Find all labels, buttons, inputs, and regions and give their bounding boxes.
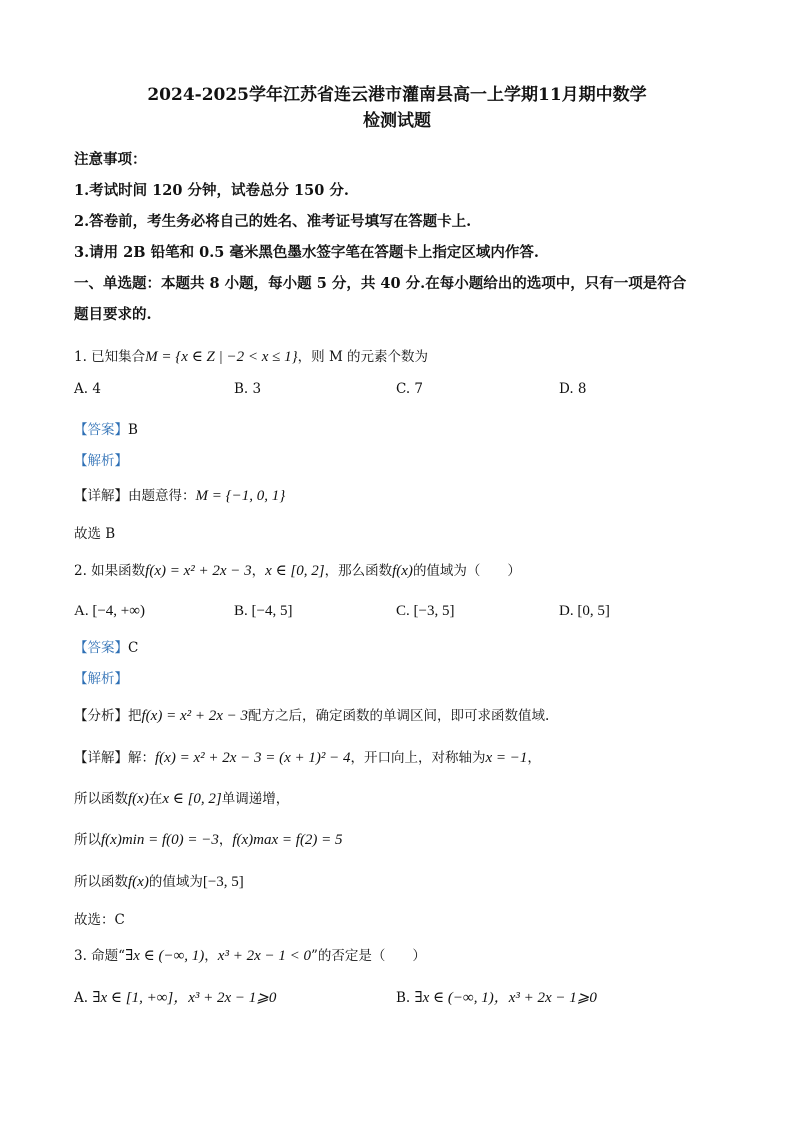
q1-suffix: ，则 M 的元素个数为 [297, 349, 429, 365]
q2-analysis-tag: 【解析】 [74, 671, 128, 687]
q2-mid2: ，那么函数 [324, 563, 393, 579]
q2-line-c-mid: 的值域为 [148, 874, 203, 890]
q3-option-b [396, 988, 597, 1008]
q2-line-a-domain: x ∈ [0, 2] [162, 791, 222, 807]
notice-item-2: 2.答卷前，考生务必将自己的姓名、准考证号填写在答题卡上. [74, 213, 472, 230]
q3-stem [74, 946, 426, 966]
q2-option-d: D. [0, 5] [559, 603, 610, 619]
q3-quantifier-math: ∃x ∈ (−∞, 1) [125, 948, 205, 964]
q2-line-a-post: 单调递增， [221, 791, 290, 807]
q1-option-d: D. 8 [559, 381, 587, 397]
notice-item-3: 3.请用 2B 铅笔和 0.5 毫米黑色墨水签字笔在答题卡上指定区域内作答. [74, 244, 539, 261]
q2-line-a-pre: 所以函数 [74, 791, 128, 807]
q2-line-monotonic [74, 789, 289, 809]
q2-detail-tag: 【详解】 [74, 750, 128, 766]
q1-detail [74, 486, 285, 506]
q2-answer-tag: 【答案】 [74, 640, 128, 656]
q1-option-a: A. 4 [74, 381, 101, 397]
q2-line-range [74, 872, 244, 892]
q2-detail [74, 748, 541, 768]
q2-line-c-pre: 所以函数 [74, 874, 128, 890]
title-line-1: 2024-2025学年江苏省连云港市灌南县高一上学期11月期中数学 [147, 85, 647, 105]
q1-option-c: C. 7 [396, 381, 424, 397]
q2-fenxi-pre: 把 [128, 708, 142, 724]
q1-stem [74, 347, 428, 367]
q3-suffix: ”的否定是（ ） [310, 948, 426, 964]
title-line-2: 检测试题 [363, 111, 431, 131]
section-heading-line-1: 一、单选题：本题共 8 小题，每小题 5 分，共 40 分.在每小题给出的选项中，只有一项是符合 [74, 275, 687, 292]
q3-sep: ， [204, 948, 218, 964]
q2-option-c: C. [−3, 5] [396, 603, 455, 619]
q1-prefix: 1. 已知集合 [74, 349, 146, 365]
q1-answer-value: B [128, 422, 138, 438]
q2-line-a-fx: f(x) [128, 791, 149, 807]
q2-line-b-pre: 所以 [74, 832, 101, 848]
q2-fx-math: f(x) [392, 563, 413, 579]
q2-range-math: [−3, 5] [202, 874, 244, 890]
q3-option-b-math: ∃x ∈ (−∞, 1)，x³ + 2x − 1⩾0 [414, 990, 597, 1006]
q1-answer-tag: 【答案】 [74, 422, 128, 438]
q1-conclusion: 故选 B [74, 526, 116, 542]
q2-fenxi-math: f(x) = x² + 2x − 3 [141, 708, 248, 724]
q2-line-b-mid: ， [218, 832, 233, 848]
q2-stem [74, 561, 521, 581]
q3-inequality-math: x³ + 2x − 1 < 0 [217, 948, 311, 964]
q2-axis-math: x = −1 [485, 750, 528, 766]
q3-option-b-label: B. [396, 990, 411, 1006]
q2-fenxi [74, 706, 549, 726]
q2-line-extrema [74, 830, 343, 850]
q1-detail-math: M = {−1, 0, 1} [195, 488, 286, 504]
q3-prefix: 3. 命题“ [74, 948, 126, 964]
q2-detail-math: f(x) = x² + 2x − 3 = (x + 1)² − 4 [155, 750, 351, 766]
q2-answer [74, 638, 138, 658]
q2-prefix: 2. 如果函数 [74, 563, 146, 579]
q2-domain-math: x ∈ [0, 2] [265, 563, 325, 579]
q2-line-a-mid: 在 [148, 791, 163, 807]
q1-detail-tag: 【详解】 [74, 488, 128, 504]
notice-heading: 注意事项： [74, 151, 147, 168]
q2-detail-pre: 解： [128, 750, 155, 766]
q2-answer-value: C [128, 640, 139, 656]
q2-function-math: f(x) = x² + 2x − 3 [145, 563, 252, 579]
q1-detail-text: 由题意得： [128, 488, 196, 504]
q2-suffix: 的值域为（ ） [412, 563, 521, 579]
q2-detail-end: ， [527, 750, 541, 766]
q2-detail-mid: ，开口向上，对称轴为 [350, 750, 486, 766]
q2-min-math: f(x)min = f(0) = −3 [101, 832, 219, 848]
q1-answer [74, 420, 138, 440]
notice-item-1: 1.考试时间 120 分钟，试卷总分 150 分. [74, 182, 349, 199]
q1-analysis-tag: 【解析】 [74, 453, 128, 469]
q3-option-a-math: ∃x ∈ [1, +∞]，x³ + 2x − 1⩾0 [92, 990, 277, 1006]
q1-option-b: B. 3 [234, 381, 262, 397]
q2-fenxi-tag: 【分析】 [74, 708, 128, 724]
q2-conclusion: 故选：C [74, 912, 125, 928]
q3-option-a [74, 988, 276, 1008]
section-heading-line-2: 题目要求的. [74, 306, 152, 323]
q1-set-math: M = {x ∈ Z | −2 < x ≤ 1} [145, 349, 298, 365]
q2-sep: ， [251, 563, 266, 579]
q2-option-b: B. [−4, 5] [234, 603, 293, 619]
q2-fenxi-post: 配方之后，确定函数的单调区间，即可求函数值域. [248, 708, 550, 724]
q2-option-a: A. [−4, +∞) [74, 603, 145, 619]
q2-max-math: f(x)max = f(2) = 5 [232, 832, 343, 848]
q3-option-a-label: A. [74, 990, 89, 1006]
q2-line-c-fx: f(x) [128, 874, 149, 890]
